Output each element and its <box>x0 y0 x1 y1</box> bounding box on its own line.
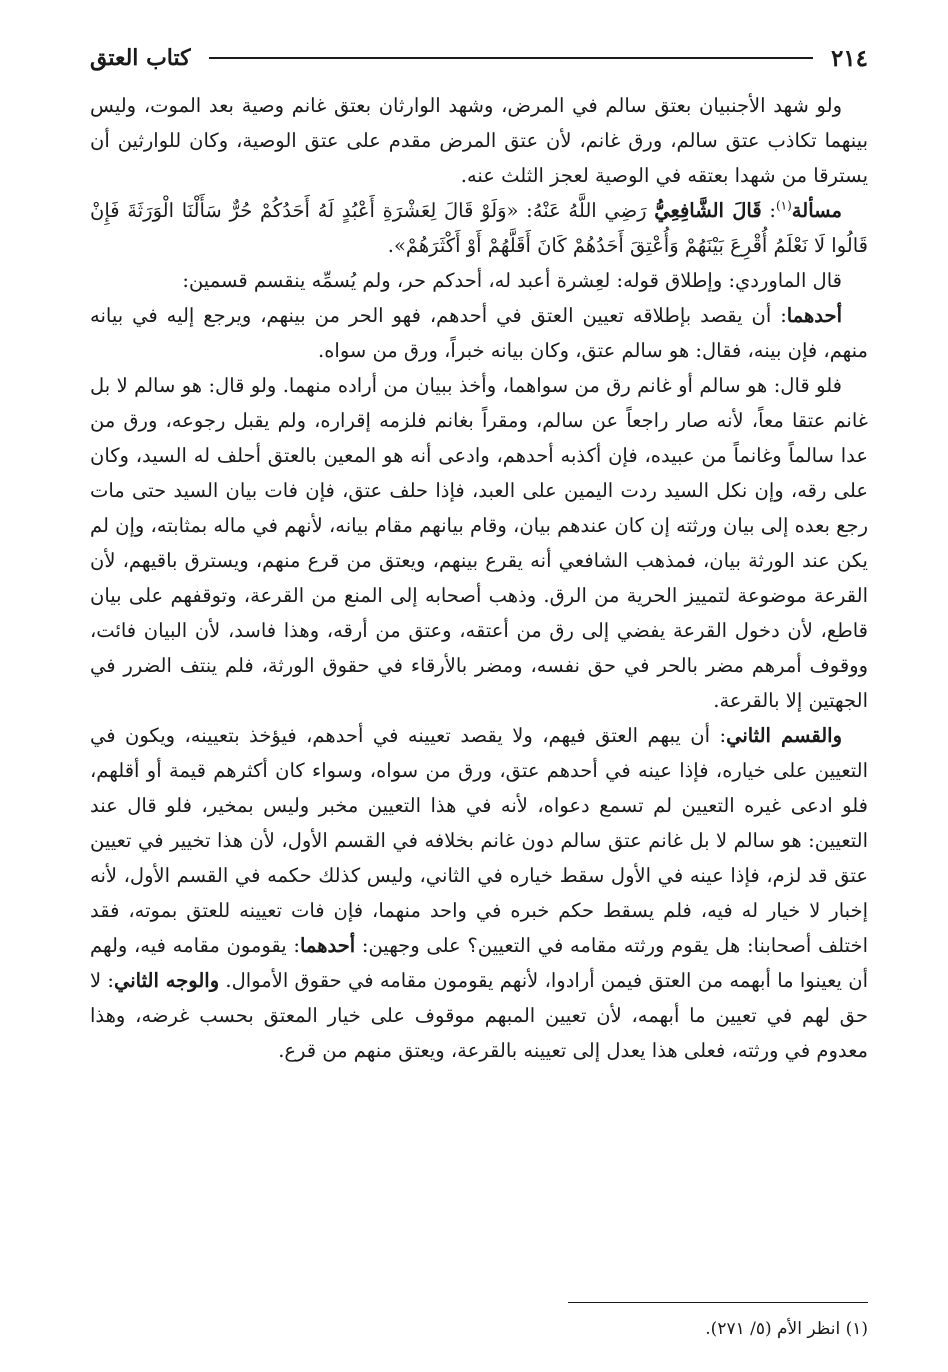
paragraph-masala <box>90 193 868 263</box>
masala-colon: : <box>761 199 776 222</box>
first-opinion-term: أحدهما <box>299 934 356 957</box>
second-section-text: : أن يبهم العتق فيهم، ولا يقصد تعيينه في أحدهم، فيؤخذ بتعيينه، ويكون في التعيين على خياره، فإذا عينه في أحدهم عتق، ورق من سواه، وسواء كان أكثرهم قيمة أو أقلهم، فلو ادعى غيره التعيين لم تسمع دعواه، لأنه في هذا التعيين مخبر وليس بمخير، فلو قال عند التعيين: هو سالم لا بل غانم عتق سالم دون غانم بخلافه في القسم الأول، لأن هذا تخيير في تعيين عتق قد لزم، فإذا عينه في الأول سقط خياره في الثاني، وليس كذلك حكمه في القسم الأول، لأنه إخبار لا خيار له فيه، فلم يسقط حكم خبره في واحد منهما، فإن فات تعيينه للعتق بموته، فقد اختلف أصحابنا: هل يقوم ورثته مقامه في التعيين؟ على وجهين: <box>90 724 868 957</box>
second-opinion-term: والوجه الثاني <box>114 969 220 992</box>
page-number: ٢١٤ <box>830 44 868 72</box>
footnote <box>90 1316 868 1342</box>
first-opinion-text: : يقومون مقامه فيه، ولهم أن يعينوا ما أبهمه من العتق فيمن أرادوا، لأنهم يقومون مقامه في حقوق الأموال. <box>90 934 869 992</box>
header-rule <box>209 57 813 59</box>
paragraph-mawardi: قال الماوردي: وإطلاق قوله: لعِشرة أعبد له، أحدكم حر، ولم يُسمِّه ينقسم قسمين: <box>182 269 842 292</box>
masala-term: مسألة <box>791 199 842 222</box>
paragraph-details: فلو قال: هو سالم أو غانم رق من سواهما، وأخذ ببيان من أراده منهما. ولو قال: هو سالم لا بل غانم عتقا معاً، لأنه صار راجعاً عن سالم، ومقراً بغانم فلزمه إقراره، ولم يقبل رجوعه، ورق من عدا سالماً وغانماً من عبيده، فإن أكذبه أحدهم، وادعى أنه هو المعين بالعتق أحلف له السيد، وكان على رقه، وإن نكل السيد ردت اليمين على العبد، فإذا حلف عتق، فإن فات بيان السيد حتى مات رجع بعده إلى بيان ورثته إن كان عندهم بيان، وقام بيانهم مقام بيانه، لأنهم في ماله بمثابته، وإن لم يكن عند الورثة بيان، فمذهب الشافعي أنه يقرع بينهم، ويعتق من قرع منهم، ويسترق باقيهم، لأن القرعة موضوعة لتمييز الحرية من الرق. وذهب أصحابه إلى المنع من القرعة، وتوقفهم على بيان قاطع، لأن دخول القرعة يفضي إلى رق من أعتقه، وعتق من أرقه، وهذا فاسد، لأن البيان فائت، ووقوف أمرهم مضر بالحر في حق نفسه، ومضر بالأرقاء في حقوق الورثة، فلم ينتف الضرر في الجهتين إلا بالقرعة. <box>90 374 868 712</box>
paragraph-second-section <box>90 718 868 1068</box>
running-head <box>90 38 868 78</box>
body-text <box>90 88 868 1068</box>
second-section-term: والقسم الثاني <box>726 724 842 747</box>
footnote-number: (١) <box>845 1319 868 1339</box>
footnote-ref[interactable]: (١) <box>775 198 792 213</box>
paragraph-first-section <box>90 298 868 368</box>
second-opinion-text: : لا حق لهم في تعيين ما أبهمه، لأن تعيين المبهم موقوف على خيار المعتق بحسب غرضه، وهذا معدوم في ورثته، فعلى هذا يعدل إلى تعيينه بالقرعة، ويعتق منهم من قرع. <box>90 969 868 1062</box>
shafii-speaker: قَالَ الشَّافِعِيُّ <box>654 199 762 222</box>
shafii-quote: رَضِي اللَّهُ عَنْهُ: «وَلَوْ قَالَ لِعَشْرَةِ أَعْبُدٍ لَهُ أَحَدُكُمْ حُرٌّ سَأَلْنَا الْوَرَثَةَ فَإِنْ قَالُوا لَا نَعْلَمُ أُقْرِعَ بَيْنَهُمْ وَأُعْتِقَ أَحَدُهُمْ كَانَ أَقَلَّهُمْ أَوْ أَكْثَرَهُمْ». <box>90 199 868 257</box>
paragraph-witnesses: ولو شهد الأجنبيان بعتق سالم في المرض، وشهد الوارثان بعتق غانم وصية بعد الموت، وليس بينهما تكاذب عتق سالم، ورق غانم، لأن عتق المرض مقدم على عتق الوصية، وكان للوارثين أن يسترقا من شهدا بعتقه في الوصية لعجز الثلث عنه. <box>90 94 868 187</box>
first-section-term: أحدهما <box>786 304 842 327</box>
first-section-text: : أن يقصد بإطلاقه تعيين العتق في أحدهم، فهو الحر من بينهم، ويرجع إليه في بيانه منهم، فإن بينه، فقال: هو سالم عتق، وكان بيانه خبراً، ورق من سواه. <box>90 304 868 362</box>
footnote-text: انظر الأم (٥/ ٢٧١). <box>705 1319 841 1339</box>
footnote-rule <box>568 1302 868 1303</box>
book-title: كتاب العتق <box>90 45 191 71</box>
